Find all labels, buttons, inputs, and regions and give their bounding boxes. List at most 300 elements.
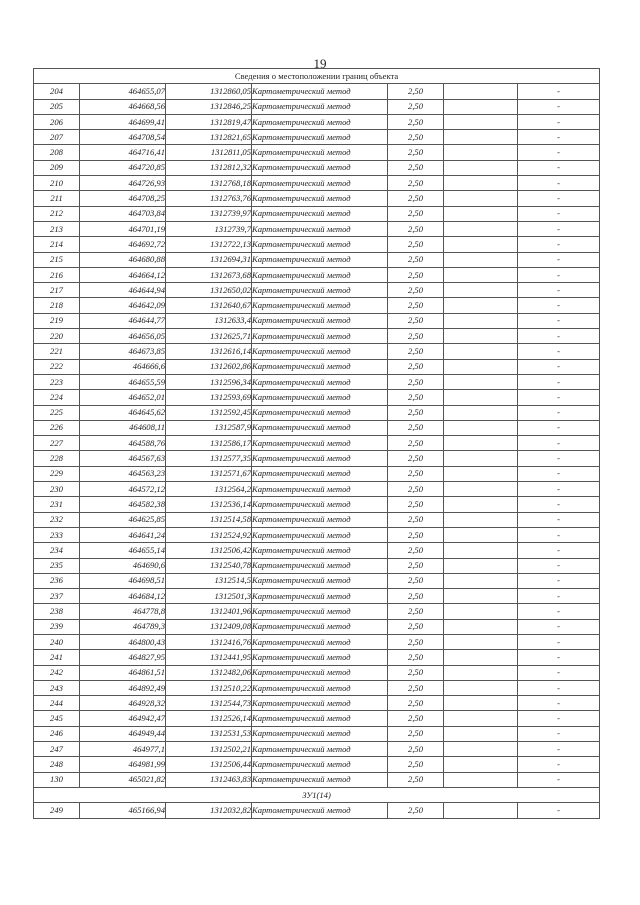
cell-coord-y: 1312633,4 — [166, 313, 252, 328]
table-row — [34, 589, 600, 604]
cell-coord-x: 464664,12 — [80, 267, 166, 282]
cell-coord-y: 1312821,65 — [166, 130, 252, 145]
cell-coord-x: 464652,01 — [80, 390, 166, 405]
cell-method: Картометрический метод — [252, 237, 388, 252]
cell-extra: - — [518, 650, 600, 665]
cell-method: Картометрический метод — [252, 650, 388, 665]
cell-coord-x: 464800,43 — [80, 634, 166, 649]
cell-coord-x: 464778,8 — [80, 604, 166, 619]
cell-extra: - — [518, 344, 600, 359]
cell-coord-x: 464655,59 — [80, 374, 166, 389]
cell-extra: - — [518, 359, 600, 374]
cell-coord-y: 1312514,5 — [166, 573, 252, 588]
cell-point-number: 227 — [34, 436, 80, 451]
cell-extra: - — [518, 803, 600, 818]
cell-description — [444, 512, 518, 527]
cell-method: Картометрический метод — [252, 420, 388, 435]
cell-coord-x: 464789,3 — [80, 619, 166, 634]
cell-point-number: 247 — [34, 742, 80, 757]
cell-coord-x: 464827,95 — [80, 650, 166, 665]
table-row — [34, 420, 600, 435]
cell-extra: - — [518, 543, 600, 558]
table-row — [34, 313, 600, 328]
cell-extra: - — [518, 329, 600, 344]
cell-extra: - — [518, 482, 600, 497]
cell-extra: - — [518, 99, 600, 114]
cell-precision: 2,50 — [388, 589, 444, 604]
cell-description — [444, 803, 518, 818]
table-row — [34, 573, 600, 588]
cell-coord-x: 464641,24 — [80, 527, 166, 542]
cell-description — [444, 543, 518, 558]
cell-point-number: 240 — [34, 634, 80, 649]
cell-description — [444, 145, 518, 160]
table-row — [34, 757, 600, 772]
cell-precision: 2,50 — [388, 634, 444, 649]
cell-coord-x: 465166,94 — [80, 803, 166, 818]
cell-point-number: 207 — [34, 130, 80, 145]
cell-precision: 2,50 — [388, 359, 444, 374]
table-row — [34, 726, 600, 741]
cell-precision: 2,50 — [388, 298, 444, 313]
table-row — [34, 619, 600, 634]
cell-method: Картометрический метод — [252, 99, 388, 114]
cell-extra: - — [518, 497, 600, 512]
cell-method: Картометрический метод — [252, 374, 388, 389]
cell-point-number: 244 — [34, 696, 80, 711]
cell-coord-y: 1312540,78 — [166, 558, 252, 573]
cell-method: Картометрический метод — [252, 665, 388, 680]
cell-description — [444, 466, 518, 481]
cell-coord-x: 464726,93 — [80, 176, 166, 191]
cell-coord-x: 464708,54 — [80, 130, 166, 145]
cell-extra: - — [518, 726, 600, 741]
cell-coord-y: 1312506,42 — [166, 543, 252, 558]
cell-coord-y: 1312564,2 — [166, 482, 252, 497]
cell-method: Картометрический метод — [252, 176, 388, 191]
table-row — [34, 711, 600, 726]
cell-coord-x: 464655,07 — [80, 84, 166, 99]
cell-method: Картометрический метод — [252, 543, 388, 558]
cell-precision: 2,50 — [388, 114, 444, 129]
table-row — [34, 252, 600, 267]
cell-coord-x: 465021,82 — [80, 772, 166, 787]
cell-extra: - — [518, 696, 600, 711]
cell-description — [444, 237, 518, 252]
cell-precision: 2,50 — [388, 680, 444, 695]
cell-coord-x: 464655,14 — [80, 543, 166, 558]
cell-method: Картометрический метод — [252, 267, 388, 282]
cell-description — [444, 160, 518, 175]
table-row — [34, 267, 600, 282]
table-row — [34, 390, 600, 405]
cell-point-number: 228 — [34, 451, 80, 466]
cell-method: Картометрический метод — [252, 329, 388, 344]
cell-coord-y: 1312510,22 — [166, 680, 252, 695]
cell-point-number: 239 — [34, 619, 80, 634]
cell-point-number: 224 — [34, 390, 80, 405]
cell-extra: - — [518, 711, 600, 726]
cell-coord-x: 464673,85 — [80, 344, 166, 359]
cell-coord-y: 1312650,02 — [166, 283, 252, 298]
cell-coord-x: 464861,51 — [80, 665, 166, 680]
cell-coord-x: 464701,19 — [80, 221, 166, 236]
table-row — [34, 650, 600, 665]
cell-precision: 2,50 — [388, 696, 444, 711]
table-row — [34, 160, 600, 175]
cell-coord-y: 1312593,69 — [166, 390, 252, 405]
cell-coord-x: 464928,32 — [80, 696, 166, 711]
cell-description — [444, 114, 518, 129]
cell-coord-y: 1312409,08 — [166, 619, 252, 634]
table-title: Сведения о местоположении границ объекта — [34, 69, 600, 84]
cell-method: Картометрический метод — [252, 84, 388, 99]
cell-coord-x: 464692,72 — [80, 237, 166, 252]
cell-point-number: 216 — [34, 267, 80, 282]
cell-point-number: 238 — [34, 604, 80, 619]
cell-precision: 2,50 — [388, 757, 444, 772]
cell-precision: 2,50 — [388, 99, 444, 114]
cell-point-number: 214 — [34, 237, 80, 252]
cell-coord-y: 1312531,53 — [166, 726, 252, 741]
cell-extra: - — [518, 512, 600, 527]
cell-coord-x: 464892,49 — [80, 680, 166, 695]
cell-extra: - — [518, 634, 600, 649]
cell-coord-x: 464977,1 — [80, 742, 166, 757]
cell-precision: 2,50 — [388, 803, 444, 818]
cell-extra: - — [518, 84, 600, 99]
cell-coord-y: 1312739,7 — [166, 221, 252, 236]
cell-point-number: 215 — [34, 252, 80, 267]
cell-point-number: 130 — [34, 772, 80, 787]
cell-precision: 2,50 — [388, 329, 444, 344]
table-row — [34, 237, 600, 252]
cell-description — [444, 619, 518, 634]
cell-coord-x: 464699,41 — [80, 114, 166, 129]
cell-method: Картометрический метод — [252, 772, 388, 787]
cell-extra: - — [518, 283, 600, 298]
cell-extra: - — [518, 573, 600, 588]
cell-method: Картометрический метод — [252, 619, 388, 634]
cell-precision: 2,50 — [388, 130, 444, 145]
table-row — [34, 114, 600, 129]
cell-extra: - — [518, 298, 600, 313]
cell-point-number: 248 — [34, 757, 80, 772]
cell-description — [444, 206, 518, 221]
cell-coord-y: 1312501,3 — [166, 589, 252, 604]
cell-extra: - — [518, 589, 600, 604]
cell-point-number: 218 — [34, 298, 80, 313]
table-row — [34, 803, 600, 818]
cell-point-number: 231 — [34, 497, 80, 512]
cell-coord-y: 1312526,14 — [166, 711, 252, 726]
cell-extra: - — [518, 436, 600, 451]
cell-precision: 2,50 — [388, 344, 444, 359]
cell-point-number: 209 — [34, 160, 80, 175]
cell-precision: 2,50 — [388, 237, 444, 252]
cell-point-number: 213 — [34, 221, 80, 236]
cell-coord-y: 1312625,71 — [166, 329, 252, 344]
cell-point-number: 222 — [34, 359, 80, 374]
cell-description — [444, 99, 518, 114]
cell-extra: - — [518, 558, 600, 573]
cell-point-number: 242 — [34, 665, 80, 680]
cell-extra: - — [518, 451, 600, 466]
cell-precision: 2,50 — [388, 573, 444, 588]
table-row — [34, 558, 600, 573]
table-row — [34, 451, 600, 466]
cell-coord-x: 464645,62 — [80, 405, 166, 420]
cell-method: Картометрический метод — [252, 130, 388, 145]
cell-coord-x: 464708,25 — [80, 191, 166, 206]
cell-point-number: 241 — [34, 650, 80, 665]
cell-coord-x: 464942,47 — [80, 711, 166, 726]
cell-extra: - — [518, 114, 600, 129]
table-row — [34, 191, 600, 206]
cell-coord-y: 1312592,45 — [166, 405, 252, 420]
cell-coord-x: 464625,85 — [80, 512, 166, 527]
cell-description — [444, 573, 518, 588]
cell-precision: 2,50 — [388, 436, 444, 451]
cell-extra: - — [518, 130, 600, 145]
cell-point-number: 206 — [34, 114, 80, 129]
cell-precision: 2,50 — [388, 420, 444, 435]
table-row — [34, 772, 600, 787]
cell-description — [444, 497, 518, 512]
cell-description — [444, 726, 518, 741]
cell-description — [444, 267, 518, 282]
section-row — [34, 787, 600, 802]
table-row — [34, 221, 600, 236]
cell-extra: - — [518, 390, 600, 405]
cell-precision: 2,50 — [388, 558, 444, 573]
cell-coord-y: 1312640,67 — [166, 298, 252, 313]
cell-description — [444, 374, 518, 389]
cell-point-number: 237 — [34, 589, 80, 604]
cell-method: Картометрический метод — [252, 466, 388, 481]
cell-description — [444, 390, 518, 405]
cell-method: Картометрический метод — [252, 558, 388, 573]
cell-coord-y: 1312536,14 — [166, 497, 252, 512]
cell-coord-x: 464684,12 — [80, 589, 166, 604]
cell-description — [444, 344, 518, 359]
cell-precision: 2,50 — [388, 390, 444, 405]
cell-coord-x: 464642,09 — [80, 298, 166, 313]
cell-description — [444, 665, 518, 680]
cell-description — [444, 405, 518, 420]
cell-method: Картометрический метод — [252, 390, 388, 405]
cell-coord-y: 1312819,47 — [166, 114, 252, 129]
cell-extra: - — [518, 466, 600, 481]
cell-point-number: 232 — [34, 512, 80, 527]
cell-precision: 2,50 — [388, 772, 444, 787]
table-row — [34, 206, 600, 221]
cell-coord-x: 464582,38 — [80, 497, 166, 512]
cell-coord-y: 1312616,14 — [166, 344, 252, 359]
cell-coord-y: 1312811,05 — [166, 145, 252, 160]
table-row — [34, 604, 600, 619]
cell-method: Картометрический метод — [252, 589, 388, 604]
cell-extra: - — [518, 221, 600, 236]
cell-extra: - — [518, 176, 600, 191]
cell-method: Картометрический метод — [252, 757, 388, 772]
page-number: 19 — [313, 56, 327, 71]
cell-method: Картометрический метод — [252, 726, 388, 741]
cell-precision: 2,50 — [388, 191, 444, 206]
cell-coord-y: 1312571,67 — [166, 466, 252, 481]
cell-description — [444, 482, 518, 497]
cell-precision: 2,50 — [388, 742, 444, 757]
cell-extra: - — [518, 420, 600, 435]
cell-coord-y: 1312544,73 — [166, 696, 252, 711]
cell-extra: - — [518, 604, 600, 619]
cell-precision: 2,50 — [388, 497, 444, 512]
cell-point-number: 225 — [34, 405, 80, 420]
cell-coord-x: 464668,56 — [80, 99, 166, 114]
cell-precision: 2,50 — [388, 482, 444, 497]
cell-point-number: 249 — [34, 803, 80, 818]
cell-coord-y: 1312768,18 — [166, 176, 252, 191]
cell-description — [444, 191, 518, 206]
cell-description — [444, 527, 518, 542]
cell-method: Картометрический метод — [252, 359, 388, 374]
cell-precision: 2,50 — [388, 267, 444, 282]
cell-description — [444, 176, 518, 191]
cell-description — [444, 558, 518, 573]
cell-coord-y: 1312577,35 — [166, 451, 252, 466]
cell-method: Картометрический метод — [252, 313, 388, 328]
cell-method: Картометрический метод — [252, 145, 388, 160]
cell-extra: - — [518, 237, 600, 252]
cell-precision: 2,50 — [388, 160, 444, 175]
cell-description — [444, 742, 518, 757]
table-row — [34, 436, 600, 451]
cell-coord-y: 1312463,83 — [166, 772, 252, 787]
cell-precision: 2,50 — [388, 252, 444, 267]
cell-method: Картометрический метод — [252, 680, 388, 695]
cell-point-number: 211 — [34, 191, 80, 206]
cell-coord-y: 1312514,58 — [166, 512, 252, 527]
cell-precision: 2,50 — [388, 221, 444, 236]
cell-method: Картометрический метод — [252, 742, 388, 757]
cell-coord-x: 464644,77 — [80, 313, 166, 328]
cell-coord-x: 464981,99 — [80, 757, 166, 772]
table-row — [34, 344, 600, 359]
cell-coord-y: 1312506,44 — [166, 757, 252, 772]
cell-extra: - — [518, 252, 600, 267]
cell-description — [444, 252, 518, 267]
cell-point-number: 245 — [34, 711, 80, 726]
cell-point-number: 234 — [34, 543, 80, 558]
cell-description — [444, 329, 518, 344]
cell-precision: 2,50 — [388, 145, 444, 160]
cell-coord-x: 464716,41 — [80, 145, 166, 160]
cell-coord-x: 464656,05 — [80, 329, 166, 344]
cell-coord-y: 1312482,06 — [166, 665, 252, 680]
cell-coord-y: 1312812,32 — [166, 160, 252, 175]
table-row — [34, 84, 600, 99]
cell-method: Картометрический метод — [252, 803, 388, 818]
cell-coord-x: 464588,76 — [80, 436, 166, 451]
table-row — [34, 99, 600, 114]
cell-description — [444, 313, 518, 328]
cell-method: Картометрический метод — [252, 206, 388, 221]
cell-precision: 2,50 — [388, 650, 444, 665]
cell-coord-y: 1312763,76 — [166, 191, 252, 206]
cell-extra: - — [518, 374, 600, 389]
cell-precision: 2,50 — [388, 206, 444, 221]
cell-precision: 2,50 — [388, 604, 444, 619]
cell-precision: 2,50 — [388, 619, 444, 634]
cell-coord-y: 1312441,95 — [166, 650, 252, 665]
table-row — [34, 359, 600, 374]
cell-description — [444, 711, 518, 726]
table-row — [34, 696, 600, 711]
cell-point-number: 221 — [34, 344, 80, 359]
cell-description — [444, 359, 518, 374]
cell-method: Картометрический метод — [252, 436, 388, 451]
table-row — [34, 497, 600, 512]
cell-point-number: 205 — [34, 99, 80, 114]
cell-point-number: 243 — [34, 680, 80, 695]
cell-extra: - — [518, 206, 600, 221]
cell-coord-y: 1312694,31 — [166, 252, 252, 267]
cell-coord-y: 1312502,21 — [166, 742, 252, 757]
cell-coord-x: 464720,85 — [80, 160, 166, 175]
cell-point-number: 233 — [34, 527, 80, 542]
cell-point-number: 212 — [34, 206, 80, 221]
cell-extra: - — [518, 160, 600, 175]
cell-coord-x: 464949,44 — [80, 726, 166, 741]
cell-precision: 2,50 — [388, 726, 444, 741]
cell-method: Картометрический метод — [252, 527, 388, 542]
cell-method: Картометрический метод — [252, 298, 388, 313]
cell-point-number: 219 — [34, 313, 80, 328]
cell-method: Картометрический метод — [252, 696, 388, 711]
cell-extra: - — [518, 191, 600, 206]
cell-method: Картометрический метод — [252, 114, 388, 129]
table-row — [34, 145, 600, 160]
cell-precision: 2,50 — [388, 543, 444, 558]
table-title-row — [34, 69, 600, 84]
cell-method: Картометрический метод — [252, 573, 388, 588]
cell-coord-x: 464608,11 — [80, 420, 166, 435]
cell-point-number: 236 — [34, 573, 80, 588]
cell-coord-y: 1312722,13 — [166, 237, 252, 252]
cell-coord-y: 1312602,86 — [166, 359, 252, 374]
cell-coord-y: 1312860,05 — [166, 84, 252, 99]
cell-precision: 2,50 — [388, 405, 444, 420]
table-row — [34, 543, 600, 558]
cell-point-number: 226 — [34, 420, 80, 435]
cell-point-number: 204 — [34, 84, 80, 99]
cell-coord-x: 464698,51 — [80, 573, 166, 588]
cell-method: Картометрический метод — [252, 344, 388, 359]
cell-description — [444, 589, 518, 604]
cell-precision: 2,50 — [388, 313, 444, 328]
cell-description — [444, 84, 518, 99]
cell-extra: - — [518, 680, 600, 695]
cell-method: Картометрический метод — [252, 160, 388, 175]
cell-coord-x: 464644,94 — [80, 283, 166, 298]
table-row — [34, 527, 600, 542]
cell-method: Картометрический метод — [252, 512, 388, 527]
cell-point-number: 246 — [34, 726, 80, 741]
cell-method: Картометрический метод — [252, 711, 388, 726]
cell-method: Картометрический метод — [252, 482, 388, 497]
cell-coord-x: 464680,88 — [80, 252, 166, 267]
cell-point-number: 220 — [34, 329, 80, 344]
